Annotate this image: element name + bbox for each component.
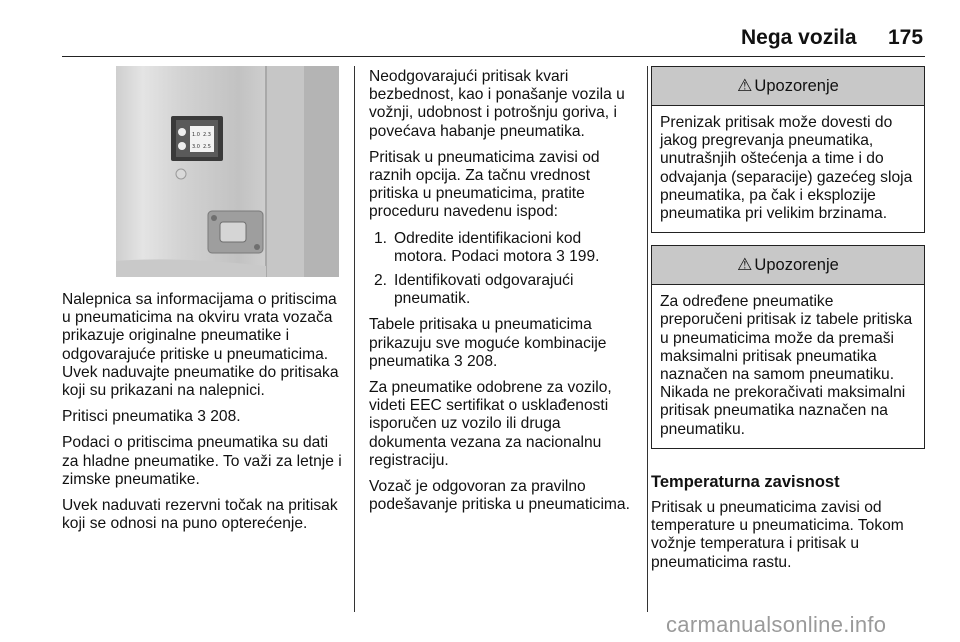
- running-header-title: Nega vozila: [741, 26, 857, 49]
- warning-body: Prenizak pritisak može dovesti do jakog pregrevanja pneumatika, unutrašnjih oštećenja a time i do odvajanja (separacije) gazećeg sloja pneumatika, pa čak i eksplozije pneumatika pri velikim brzinama.: [660, 114, 913, 223]
- label-value: 2.5: [203, 144, 211, 150]
- page-reference-arrow-icon: 3: [556, 247, 565, 265]
- door-frame-photo: [116, 66, 339, 277]
- rubber-plug: [176, 169, 186, 179]
- warning-header: [652, 246, 924, 285]
- reference-page[interactable]: 199.: [569, 247, 600, 265]
- paragraph-spare-wheel: Uvek naduvati rezervni točak na pritisak koji se odnosi na puno opterećenje.: [62, 497, 338, 533]
- procedure-step: [369, 230, 637, 266]
- door-latch: [208, 211, 263, 253]
- column-divider-left: [354, 66, 355, 612]
- section-heading: Temperaturna zavisnost: [651, 472, 840, 491]
- step-number: 2.: [374, 272, 388, 290]
- photo-caption: Nalepnica sa informacijama o pritiscima u pneumaticima na okviru vrata vozača prikazuje originalne pneumatike i odgovarajuće pritiske u pneumaticima. Uvek naduvajte pneumatike do pritisaka koji su prikazani na nalepnici.: [62, 291, 339, 400]
- procedure-steps: [369, 230, 637, 309]
- tire-icon: [178, 142, 186, 150]
- reference-text: Pritisci pneumatika: [62, 408, 193, 426]
- paragraph-pressure-tables: [369, 316, 637, 371]
- paragraph-cold-tires: Podaci o pritiscima pneumatika su dati za hladne pneumatike. To važi za letnje i zimske pneumatike.: [62, 434, 342, 488]
- column-middle: [369, 68, 637, 522]
- label-value: 3.0: [192, 144, 200, 150]
- warning-title: Upozorenje: [754, 77, 839, 95]
- latch-screw: [211, 215, 217, 221]
- page-reference-arrow-icon: 3: [197, 408, 206, 426]
- door-seal: [304, 66, 339, 277]
- reference-page[interactable]: 208.: [467, 352, 498, 370]
- tire-pressure-reference: [62, 408, 344, 426]
- column-divider-right: [647, 66, 648, 612]
- column-left: [62, 291, 344, 541]
- label-value: 2.3: [203, 132, 211, 138]
- latch-striker: [220, 222, 246, 242]
- step-number: 1.: [374, 229, 388, 247]
- reference-page[interactable]: 208.: [210, 408, 241, 426]
- warning-triangle-icon: ⚠: [737, 255, 753, 275]
- tire-icon: [178, 128, 186, 136]
- latch-screw: [254, 244, 260, 250]
- step-text: Odredite identifikacioni kod motora. Podaci motora: [394, 229, 582, 265]
- paragraph-pressure-depends: Pritisak u pneumaticima zavisi od raznih opcija. Za tačnu vrednost pritiska u pneumaticima, pratite proceduru navedenu ispod:: [369, 148, 600, 221]
- warning-title: Upozorenje: [754, 256, 839, 275]
- paragraph-incorrect-pressure: Neodgovarajući pritisak kvari bezbednost, kao i ponašanje vozila u vožnji, udobnost i potrošnju goriva, i povećava habanje pneumatika.: [369, 68, 625, 140]
- warning-triangle-icon: ⚠: [737, 76, 753, 95]
- door-frame-illustration: [116, 66, 339, 277]
- page-number: 175: [888, 26, 924, 49]
- warning-box: [651, 245, 925, 449]
- watermark: carmanualsonline.info: [666, 612, 887, 637]
- sill: [116, 259, 266, 277]
- paragraph-driver-responsibility: Vozač je odgovoran za pravilno podešavanje pritiska u pneumaticima.: [369, 478, 630, 514]
- procedure-step: [369, 272, 637, 308]
- paragraph-eec-certificate: Za pneumatike odobrene za vozilo, videti EEC sertifikat o usklađenosti isporučen uz vozilo ili druga dokumenta vezana za nacionalnu registraciju.: [369, 379, 612, 469]
- reference-text: Tabele pritisaka u pneumaticima prikazuju sve moguće kombinacije pneumatika: [369, 316, 607, 370]
- header-rule: [62, 56, 925, 57]
- warning-body: Za određene pneumatike preporučeni pritisak iz tabele pritiska u pneumaticima može da premaši maksimalni pritisak pneumatika naznačen na samom pneumatiku. Nikada ne prekoračivati maksimalni pritisak pneumatika naznačen na pneumatiku.: [660, 293, 913, 438]
- step-text: Identifikovati odgovarajući pneumatik.: [394, 272, 574, 308]
- warning-header: [652, 67, 924, 106]
- tire-pressure-label: [171, 116, 223, 161]
- label-value: 1.0: [192, 132, 200, 138]
- door-pillar: [266, 66, 306, 277]
- paragraph-temperature: Pritisak u pneumaticima zavisi od temperature u pneumaticima. Tokom vožnje temperatura i pritisak u pneumaticima rastu.: [651, 499, 904, 571]
- column-right: [651, 66, 925, 580]
- page-reference-arrow-icon: 3: [453, 352, 463, 370]
- warning-box: [651, 66, 925, 233]
